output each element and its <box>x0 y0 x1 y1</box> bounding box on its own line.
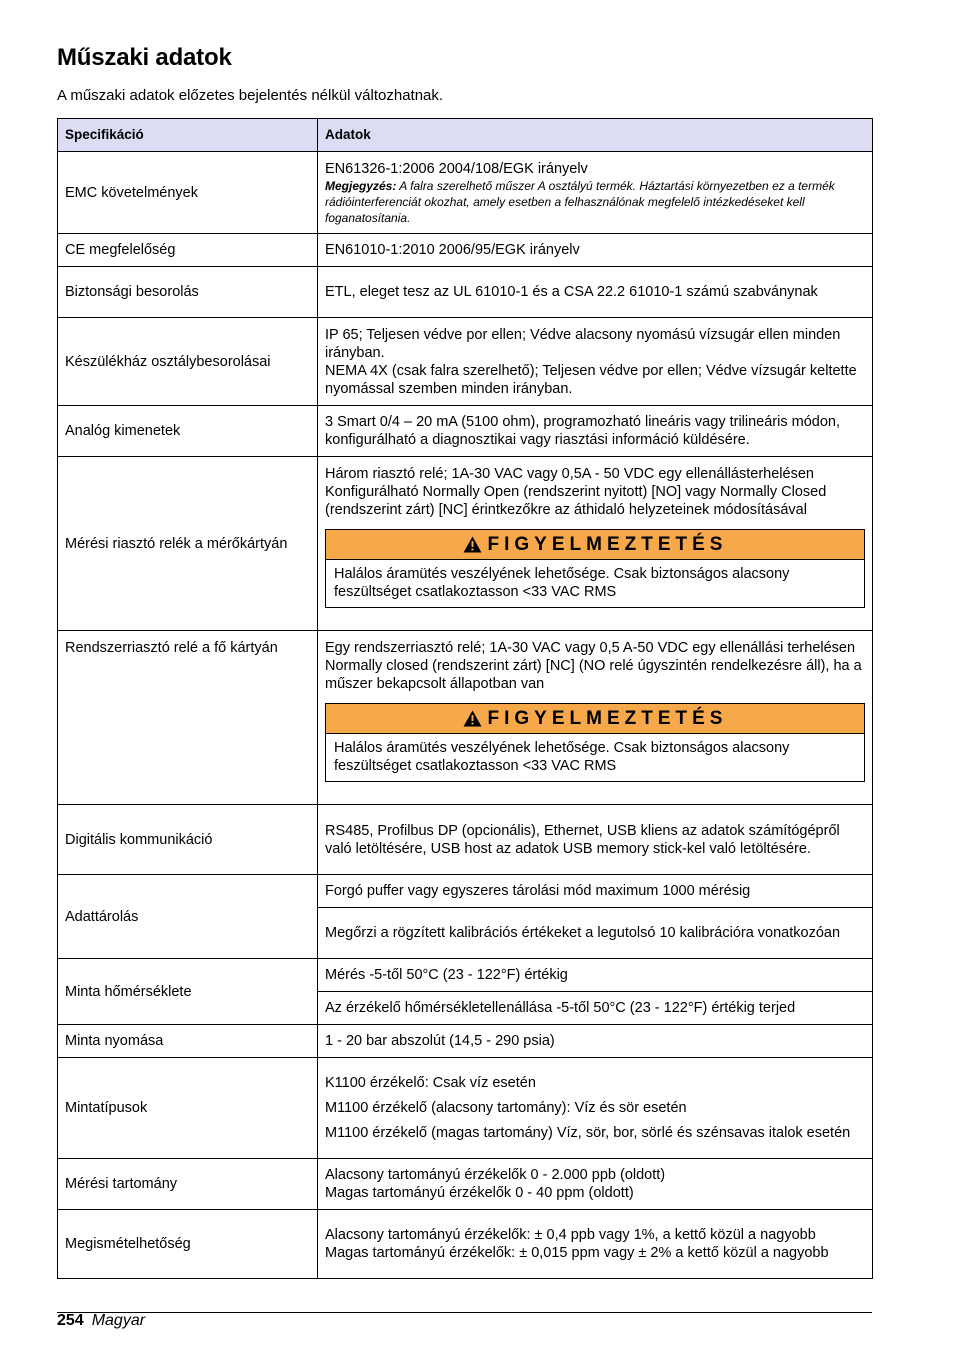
data-cell: ETL, eleget tesz az UL 61010-1 és a CSA 22.2 61010-1 számú szabványnak <box>318 267 873 318</box>
table-row <box>58 318 873 406</box>
footer <box>57 1312 145 1330</box>
page-number: 254 <box>57 1312 84 1329</box>
header-spec: Specifikáció <box>58 119 318 152</box>
warning-header <box>326 704 864 734</box>
data-line: Egy rendszerriasztó relé; 1A-30 VAC vagy 0,5 A-50 VDC egy ellenállási terhelésen <box>325 640 856 656</box>
table-row <box>58 234 873 267</box>
spec-cell: CE megfelelőség <box>58 234 318 267</box>
data-line: K1100 érzékelő: Csak víz esetén <box>325 1075 536 1091</box>
page-title: Műszaki adatok <box>57 44 232 71</box>
footer-language: Magyar <box>91 1312 146 1329</box>
table-header-row <box>58 119 873 152</box>
table-row <box>58 1058 873 1159</box>
data-line: M1100 érzékelő (magas tartomány) Víz, sör, bor, sörlé és szénsavas italok esetén <box>325 1125 851 1141</box>
data-cell <box>318 152 873 234</box>
data-line: M1100 érzékelő (alacsony tartomány): Víz és sör esetén <box>325 1100 687 1116</box>
footer-divider <box>57 1312 872 1313</box>
data-cell: 3 Smart 0/4 – 20 mA (5100 ohm), programozható lineáris vagy trilineáris módon, konfigurálható a diagnosztikai vagy riasztási információ küldésére. <box>318 406 873 457</box>
data-cell: EN61010-1:2010 2006/95/EGK irányelv <box>318 234 873 267</box>
table-row <box>58 152 873 234</box>
data-cell <box>318 1058 873 1159</box>
spec-cell: Rendszerriasztó relé a fő kártyán <box>58 631 318 805</box>
warning-triangle-icon <box>463 536 482 553</box>
spec-cell: Analóg kimenetek <box>58 406 318 457</box>
intro-text: A műszaki adatok előzetes bejelentés nélkül változhatnak. <box>57 87 444 104</box>
table-row <box>58 457 873 631</box>
spec-cell: Mintatípusok <box>58 1058 318 1159</box>
data-cell <box>318 318 873 406</box>
note-label: Megjegyzés: <box>325 178 397 193</box>
table-row <box>58 1210 873 1279</box>
data-cell <box>318 1210 873 1279</box>
warning-text: Halálos áramütés veszélyének lehetősége. Csak biztonságos alacsony feszültséget csatlakoztasson <33 VAC RMS <box>334 740 790 774</box>
data-cell: Mérés -5-től 50°C (23 - 122°F) értékig <box>318 959 873 992</box>
header-data: Adatok <box>318 119 873 152</box>
spec-cell: Készülékház osztálybesorolásai <box>58 318 318 406</box>
data-cell: RS485, Profilbus DP (opcionális), Ethernet, USB kliens az adatok számítógépről való letöltésére, USB host az adatok USB memory stick-kel való letöltésére. <box>318 805 873 875</box>
note-text: A falra szerelhető műszer A osztályú termék. Háztartási környezetben ez a termék rádióinterferenciát okozhat, amely esetben a felhasználónak megfelelő intézkedéseket kell foganatosítania. <box>325 178 835 225</box>
spec-cell: Mérési riasztó relék a mérőkártyán <box>58 457 318 631</box>
table-row <box>58 406 873 457</box>
spec-cell: Biztonsági besorolás <box>58 267 318 318</box>
table-row <box>58 805 873 875</box>
data-cell <box>318 631 873 805</box>
spec-cell: Minta hőmérséklete <box>58 959 318 1025</box>
spec-cell: EMC követelmények <box>58 152 318 234</box>
table-row <box>58 631 873 805</box>
data-cell: 1 - 20 bar abszolút (14,5 - 290 psia) <box>318 1025 873 1058</box>
data-cell: Az érzékelő hőmérsékletellenállása -5-től 50°C (23 - 122°F) értékig terjed <box>318 992 873 1025</box>
spec-cell: Adattárolás <box>58 875 318 959</box>
data-cell: Forgó puffer vagy egyszeres tárolási mód maximum 1000 mérésig <box>318 875 873 908</box>
warning-title: FIGYELMEZTETÉS <box>487 533 728 555</box>
spec-cell: Mérési tartomány <box>58 1159 318 1210</box>
data-cell <box>318 1159 873 1210</box>
data-line: Három riasztó relé; 1A-30 VAC vagy 0,5A - 50 VDC egy ellenállásterhelésen <box>325 466 814 482</box>
warning-text: Halálos áramütés veszélyének lehetősége. Csak biztonságos alacsony feszültséget csatlakoztasson <33 VAC RMS <box>334 566 790 600</box>
data-line: EN61326-1:2006 2004/108/EGK irányelv <box>325 160 588 177</box>
table-row <box>58 959 873 992</box>
warning-box <box>325 529 865 608</box>
data-line: Magas tartományú érzékelők: ± 0,015 ppm vagy ± 2% a kettő közül a nagyobb <box>325 1245 829 1261</box>
spec-cell: Minta nyomása <box>58 1025 318 1058</box>
table-row <box>58 267 873 318</box>
data-line: Alacsony tartományú érzékelők 0 - 2.000 ppb (oldott) <box>325 1167 666 1183</box>
data-cell <box>318 457 873 631</box>
warning-box <box>325 703 865 782</box>
note <box>325 178 865 226</box>
data-line: Magas tartományú érzékelők 0 - 40 ppm (oldott) <box>325 1185 634 1201</box>
warning-header <box>326 530 864 560</box>
spec-table <box>57 118 873 1279</box>
data-line: IP 65; Teljesen védve por ellen; Védve alacsony nyomású vízsugár ellen minden irányban. <box>325 326 841 361</box>
spec-cell: Digitális kommunikáció <box>58 805 318 875</box>
spec-cell: Megismételhetőség <box>58 1210 318 1279</box>
data-cell: Megőrzi a rögzített kalibrációs értékeket a legutolsó 10 kalibrációra vonatkozóan <box>318 908 873 959</box>
data-line: Alacsony tartományú érzékelők: ± 0,4 ppb vagy 1%, a kettő közül a nagyobb <box>325 1227 816 1243</box>
data-line: NEMA 4X (csak falra szerelhető); Teljesen védve por ellen; Védve vízsugár keltette nyomással szemben minden irányban. <box>325 362 857 397</box>
data-line: Konfigurálható Normally Open (rendszerint nyitott) [NO] vagy Normally Closed (rendszerint zárt) [NC] érintkezőkre az áthidaló helyzeteinek módosításával <box>325 484 827 518</box>
data-line: Normally closed (rendszerint zárt) [NC] (NO relé úgyszintén rendelkezésre áll), ha a műszer bekapcsolt állapotban van <box>325 658 862 692</box>
table-row <box>58 1025 873 1058</box>
table-row <box>58 875 873 908</box>
warning-title: FIGYELMEZTETÉS <box>487 707 728 729</box>
table-row <box>58 1159 873 1210</box>
warning-triangle-icon <box>463 710 482 727</box>
